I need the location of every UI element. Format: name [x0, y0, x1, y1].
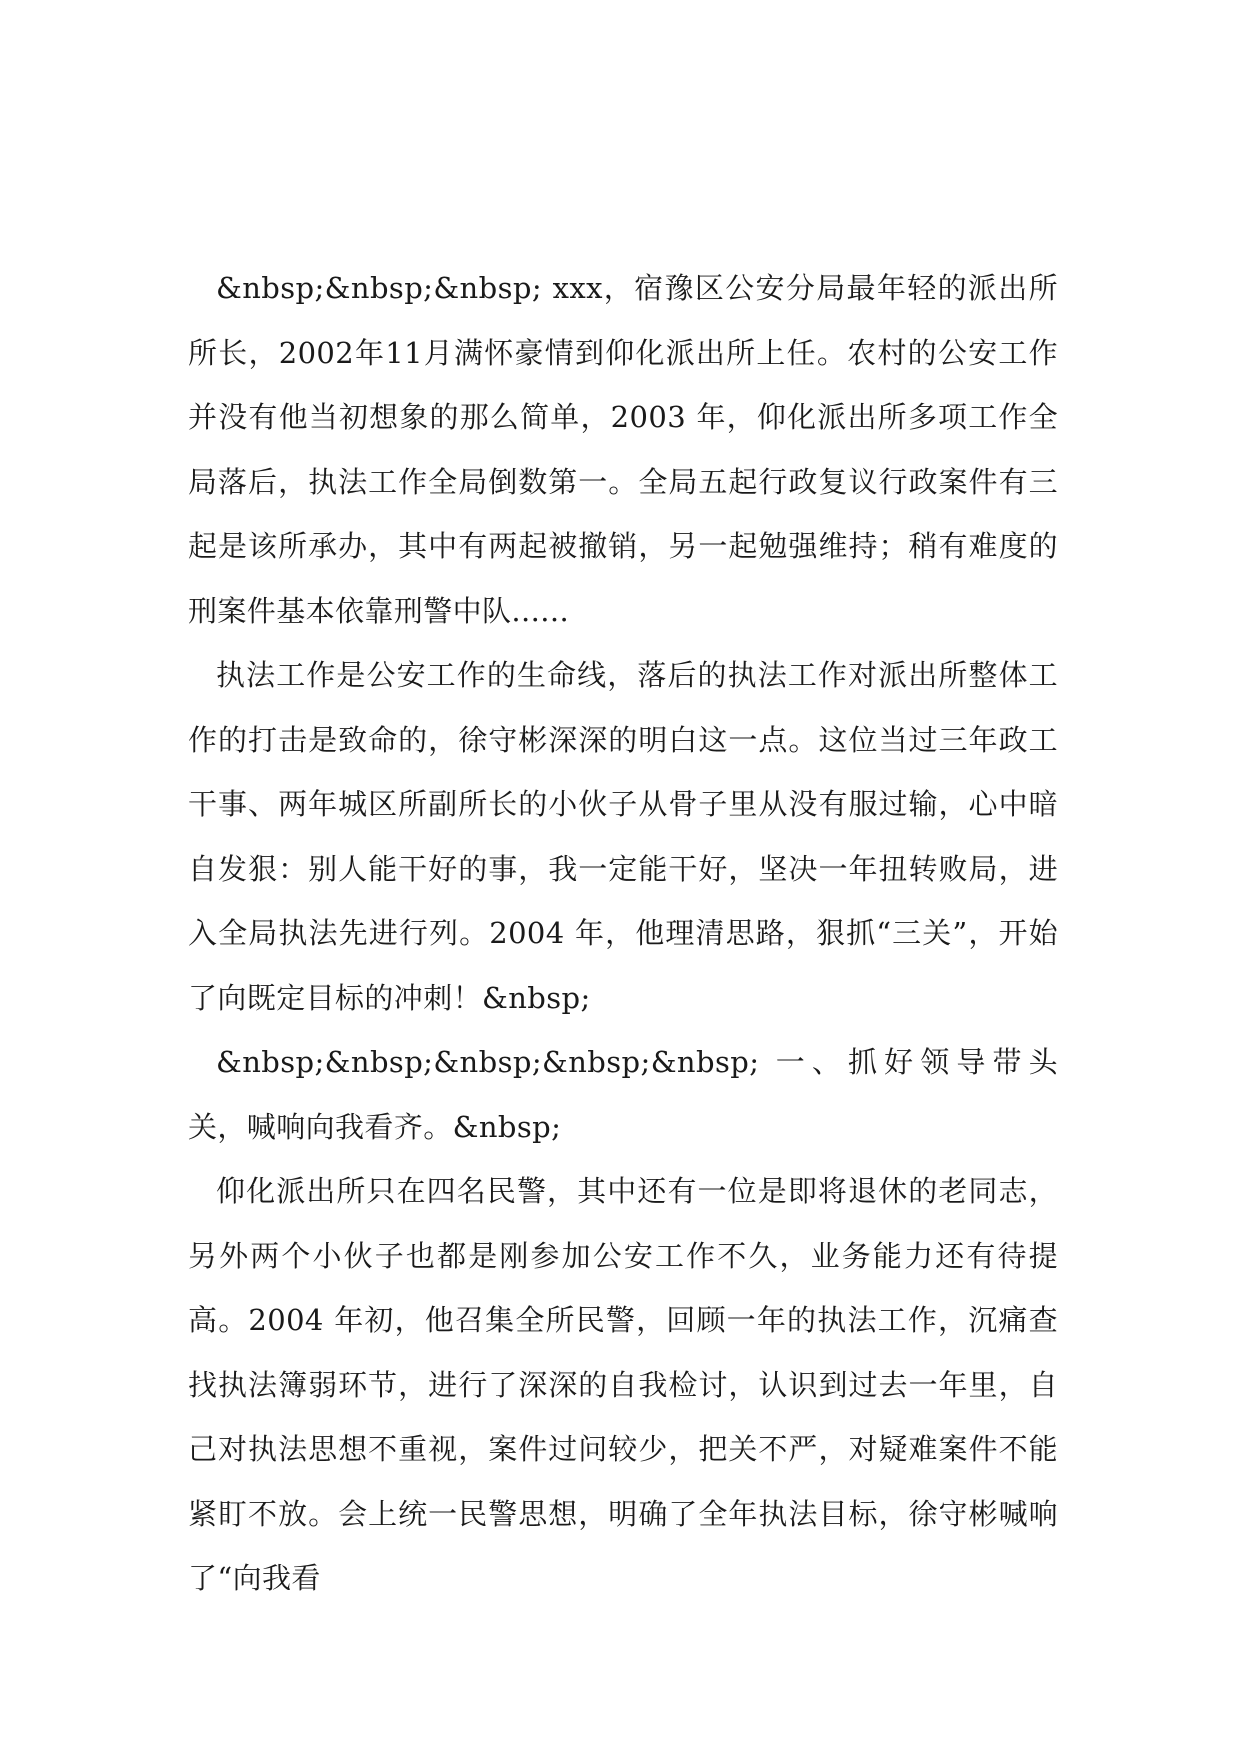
- paragraph-1: &nbsp;&nbsp;&nbsp; xxx，宿豫区公安分局最年轻的派出所所长，2002年11月满怀豪情到仰化派出所上任。农村的公安工作并没有他当初想象的那么简单，2003 年，仰化派出所多项工作全局落后，执法工作全局倒数第一。全局五起行政复议行政案件有三起是该所承办，其中有两起被撤销，另一起勉强维持；稍有难度的刑案件基本依靠刑警中队......: [188, 271, 1058, 628]
- paragraph-3-heading: &nbsp;&nbsp;&nbsp;&nbsp;&nbsp; 一、抓好领导带头关，喊响向我看齐。&nbsp;: [188, 1045, 1058, 1144]
- paragraph-2: 执法工作是公安工作的生命线，落后的执法工作对派出所整体工作的打击是致命的，徐守彬深深的明白这一点。这位当过三年政工干事、两年城区所副所长的小伙子从骨子里从没有服过输，心中暗自发狠：别人能干好的事，我一定能干好，坚决一年扭转败局，进入全局执法先进行列。2004 年，他理清思路，狠抓“三关”，开始了向既定目标的冲刺！&nbsp;: [188, 658, 1058, 1015]
- paragraph-4: 仰化派出所只在四名民警，其中还有一位是即将退休的老同志，另外两个小伙子也都是刚参加公安工作不久，业务能力还有待提高。2004 年初，他召集全所民警，回顾一年的执法工作，沉痛查找执法簿弱环节，进行了深深的自我检讨，认识到过去一年里，自己对执法思想不重视，案件过问较少，把关不严，对疑难案件不能紧盯不放。会上统一民警思想，明确了全年执法目标，徐守彬喊响了“向我看: [188, 1174, 1058, 1595]
- document-body: [188, 256, 1058, 1611]
